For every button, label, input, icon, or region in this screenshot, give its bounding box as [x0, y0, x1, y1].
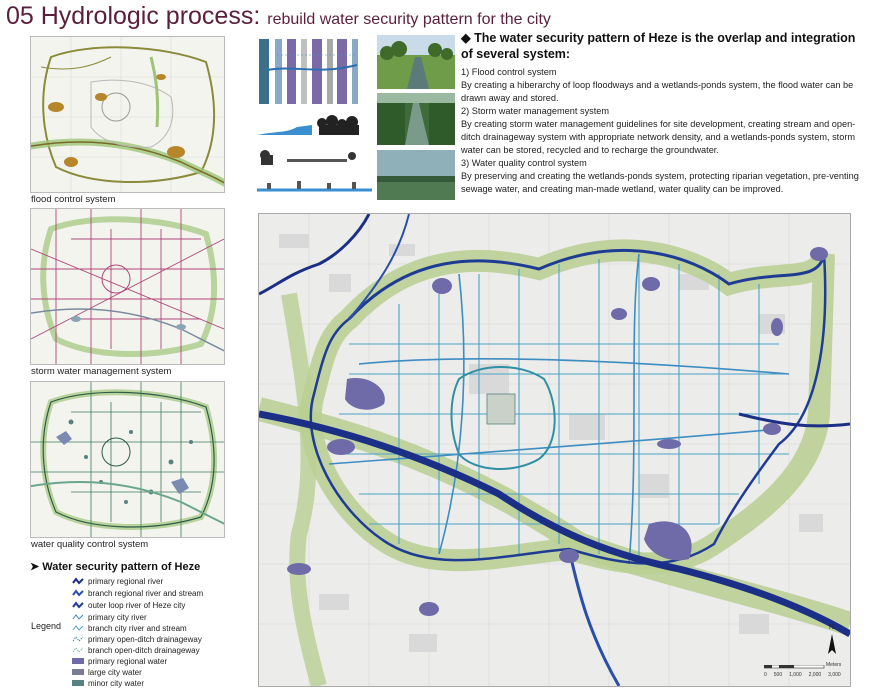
legend-swatch-icon	[72, 657, 84, 665]
legend-item	[72, 634, 202, 644]
legend-label: Legend	[31, 621, 62, 631]
item-3-title: 3) Water quality control system	[461, 158, 587, 168]
photo-canal	[377, 93, 455, 145]
storm-water-map	[30, 208, 225, 365]
item-2-title: 2) Storm water management system	[461, 106, 610, 116]
scale-label: 500	[773, 672, 783, 678]
legend-swatch-icon	[72, 601, 84, 609]
legend-swatch-icon	[72, 589, 84, 597]
photo-riverbank	[377, 35, 455, 89]
legend-item	[72, 600, 185, 610]
legend-item-label: primary regional water	[88, 656, 168, 666]
legend-swatch-icon	[72, 577, 84, 585]
legend-item	[72, 576, 163, 586]
water-security-map	[258, 213, 851, 687]
legend-swatch-icon	[72, 668, 84, 676]
scale-unit: Meters	[826, 662, 842, 668]
item-1-title: 1) Flood control system	[461, 67, 557, 77]
legend-item-label: outer loop river of Heze city	[88, 600, 186, 610]
description-heading	[461, 30, 869, 62]
legend-item	[72, 588, 203, 598]
storm-water-caption: storm water management system	[31, 366, 172, 377]
legend-swatch-icon	[72, 635, 84, 643]
flood-control-caption: flood control system	[31, 194, 116, 205]
north-label: N	[829, 624, 835, 631]
title-main: 05 Hydrologic process:	[6, 2, 261, 30]
legend-item-label: large city water	[88, 667, 142, 677]
legend-item	[72, 656, 167, 666]
legend-swatch-icon	[72, 613, 84, 621]
legend-swatch-icon	[72, 624, 84, 632]
legend-item-label: minor city water	[88, 678, 145, 688]
north-arrow-icon	[825, 624, 839, 658]
legend-item	[72, 667, 142, 677]
scale-labels	[764, 672, 841, 678]
legend-heading	[30, 560, 200, 573]
title-sub: rebuild water security pattern for the city	[267, 11, 551, 28]
scale-label: 0	[764, 672, 767, 678]
legend-item	[72, 623, 187, 633]
scale-label: 3,000	[828, 672, 841, 678]
description-heading-text: The water security pattern of Heze is the overlap and integration of several system:	[461, 31, 856, 61]
scale-label: 2,000	[808, 672, 822, 678]
legend-item	[72, 678, 144, 688]
legend-item-label: primary city river	[88, 612, 147, 622]
legend-heading-text: Water security pattern of Heze	[42, 561, 201, 573]
legend-item	[72, 645, 200, 655]
legend-item-label: primary regional river	[88, 576, 164, 586]
description-block	[461, 30, 869, 196]
legend-swatch-icon	[72, 679, 84, 687]
legend-item-label: branch regional river and stream	[88, 588, 204, 598]
photo-lake	[377, 150, 455, 200]
water-quality-caption: water quality control system	[31, 539, 149, 550]
legend-item-label: branch city river and stream	[88, 623, 187, 633]
legend-swatch-icon	[72, 646, 84, 654]
item-2-body: By creating storm water management guidelines for site development, creating stream and open-ditch drainageway system with appropriate network density, and a wetlands-ponds system, storm water can be stored, recycled and to recharge the groundwater.	[461, 119, 856, 155]
item-3-body: By preserving and creating the wetlands-ponds system, protecting riparian vegetation, pre-venting sewage water, and creating man-made wetland, water quality can be improved.	[461, 171, 859, 194]
legend-item-label: primary open-ditch drainageway	[88, 634, 202, 644]
legend-item	[72, 612, 147, 622]
water-quality-map	[30, 381, 225, 538]
page-title	[6, 2, 551, 31]
item-1-body: By creating a hiberarchy of loop floodways and a wetlands-ponds system, the flood water can be drawn away and stored.	[461, 80, 854, 103]
scale-label: 1,000	[789, 672, 802, 678]
arrow-bullet-icon: ➤	[30, 561, 40, 573]
diamond-bullet-icon: ◆	[461, 31, 471, 45]
section-diagrams	[257, 35, 372, 200]
legend-item-label: branch open-ditch drainageway	[88, 645, 200, 655]
flood-control-map	[30, 36, 225, 193]
